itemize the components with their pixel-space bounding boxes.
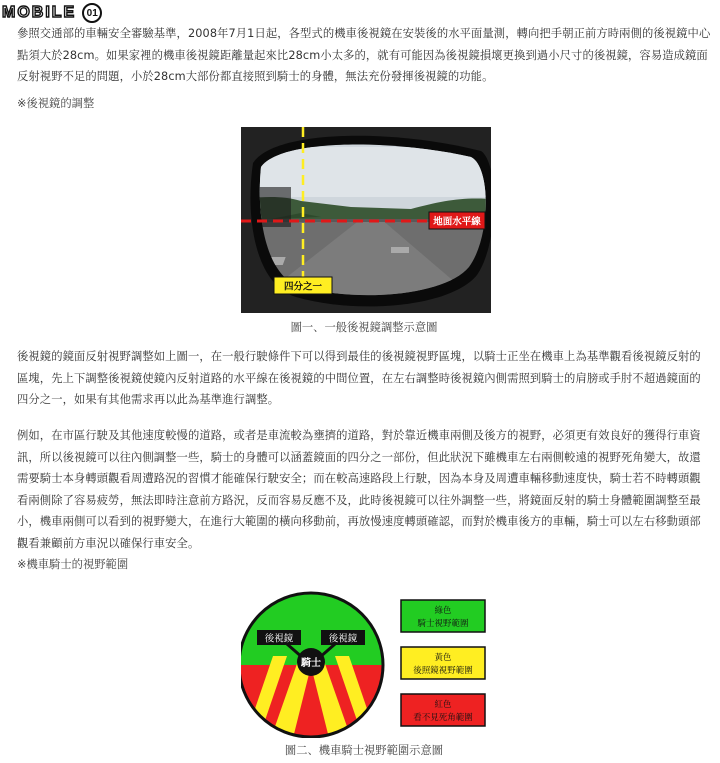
quarter-label: 四分之一 xyxy=(283,281,323,293)
logo-mark: 01 xyxy=(82,3,102,23)
logo-text: MOBILE xyxy=(2,4,77,21)
legend-yellow-title: 黃色 xyxy=(434,653,452,663)
section-label-rider-view: ※機車騎士的視野範圍 xyxy=(17,558,129,571)
legend-green-title: 綠色 xyxy=(434,606,452,616)
figure2-caption: 圖二、機車騎士視野範圍示意圖 xyxy=(284,744,444,757)
legend-red-desc: 看不見死角範圍 xyxy=(413,713,473,723)
rider-label: 騎士 xyxy=(301,658,321,669)
section-label-mirror-adjust: ※後視鏡的調整 xyxy=(17,97,95,110)
figure-rider-view xyxy=(241,588,501,738)
mirror-right-label: 後視鏡 xyxy=(328,633,358,645)
mirror-left-label: 後視鏡 xyxy=(264,633,294,645)
site-logo[interactable] xyxy=(2,2,152,24)
paragraph-regulation: 參照交通部的車輛安全審驗基準，2008年7月1日起，各型式的機車後視鏡在安裝後的水平面量測，轉向把手朝正前方時兩側的後視鏡中心點須大於28cm。如果家裡的機車後視鏡距離量起來比28cm小太多的，就有可能因為後視鏡損壞更換到過小尺寸的後視鏡，容易造成鏡面反射視野不足的問題，小於28cm大部份都直接照到騎士的身體，無法充份發揮後視鏡的功能。 xyxy=(17,27,711,83)
figure-mirror-adjustment xyxy=(241,127,491,313)
paragraph-adjustment: 後視鏡的鏡面反射視野調整如上圖一，在一般行駛條件下可以得到最佳的後視鏡視野區塊，以騎士正坐在機車上為基準觀看後視鏡反射的區塊，先上下調整後視鏡使鏡內反射道路的水平線在後視鏡的中間位置，在左右調整時後視鏡內側需照到騎士的肩膀或手肘不超過鏡面的四分之一，如果有其他需求再以此為基準進行調整。 xyxy=(17,350,701,406)
figure1-caption: 圖一、一般後視鏡調整示意圖 xyxy=(290,321,438,334)
legend-green-desc: 騎士視野範圍 xyxy=(417,619,469,629)
legend-red-title: 紅色 xyxy=(434,700,452,710)
legend-yellow-desc: 後照鏡視野範圍 xyxy=(413,666,473,676)
horizon-label: 地面水平線 xyxy=(433,216,481,228)
paragraph-example: 例如，在市區行駛及其他速度較慢的道路，或者是車流較為壅擠的道路，對於靠近機車兩側及後方的視野，必須更有效良好的獲得行車資訊，所以後視鏡可以往內側調整一些，騎士的身體可以涵蓋鏡面的四分之一部份，但此狀況下雖機車左右兩側較遠的視野死角變大，故還需要騎士本身轉頭觀看周遭路況的習慣才能確保行駛安全；而在較高速路段上行駛，因為本身及周遭車輛移動速度快，騎士若不時轉頭觀看兩側除了容易疲勞，無法即時注意前方路況，反而容易反應不及，此時後視鏡可以往外調整一些，將鏡面反射的騎士身體範圍調整至最小，機車兩側可以看到的視野變大，在進行大範圍的橫向移動前，再放慢速度轉頭確認，而對於機車後方的車輛，騎士可以左右移動頭部觀看兼顧前方車況以確保行車安全。 xyxy=(17,429,701,550)
